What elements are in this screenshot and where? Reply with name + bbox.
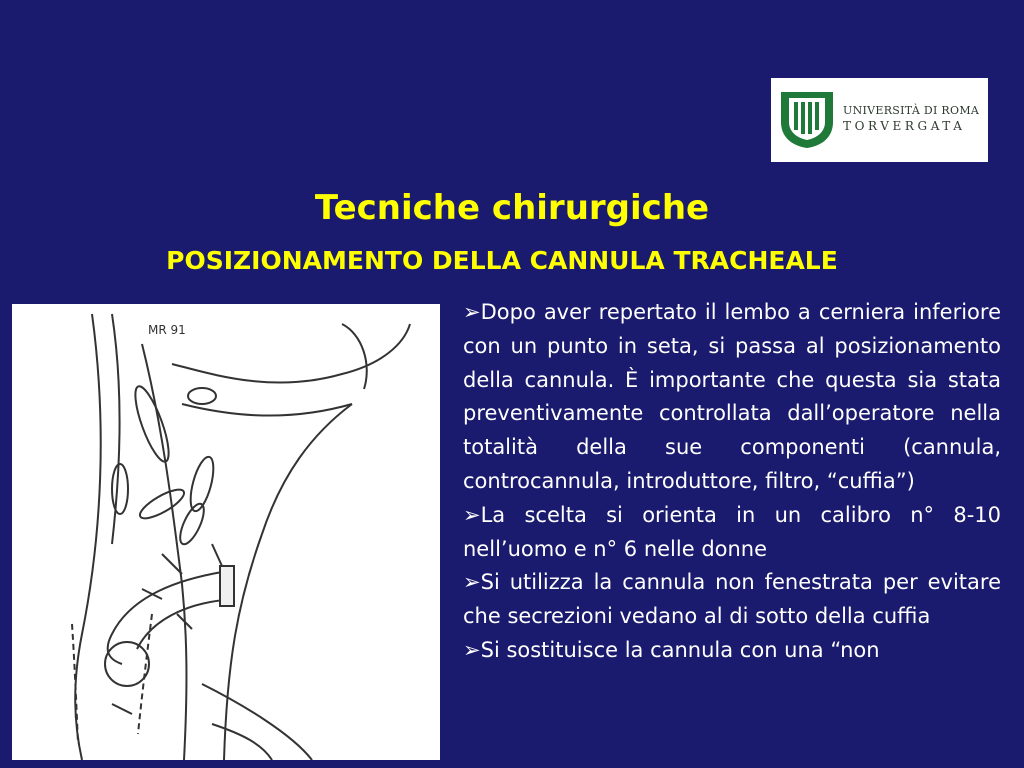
bullet-item <box>463 566 1001 634</box>
bullet-item <box>463 634 1001 668</box>
bullet-list <box>463 296 1001 768</box>
arrowhead-bullet-icon: ➢ <box>463 637 481 662</box>
tracheostomy-illustration <box>12 304 440 760</box>
tracheostomy-drawing-icon <box>12 304 440 760</box>
university-logo <box>771 78 988 162</box>
bullet-text: Dopo aver repertato il lembo a cerniera inferiore con un punto in seta, si passa al posizionamento della cannula. È importante che questa sia stata preventivamente controllata dall’operatore nella totalità della sue componenti (cannula, controcannula, introduttore, filtro, “cuffia”) <box>463 300 1001 493</box>
university-emblem-icon <box>777 88 837 150</box>
logo-campus-name: TORVERGATA <box>843 119 966 133</box>
slide-title: Tecniche chirurgiche <box>314 188 710 228</box>
logo-university-name: UNIVERSITÀ DI ROMA <box>843 104 980 117</box>
slide-subtitle: POSIZIONAMENTO DELLA CANNULA TRACHEALE <box>166 246 838 275</box>
illustration-signature: MR 91 <box>148 323 186 337</box>
arrowhead-bullet-icon: ➢ <box>463 502 481 527</box>
arrowhead-bullet-icon: ➢ <box>463 570 481 595</box>
arrowhead-bullet-icon: ➢ <box>463 300 481 324</box>
bullet-text: Si sostituisce la cannula con una “non <box>480 637 880 662</box>
bullet-item <box>463 499 1001 567</box>
bullet-text: Si utilizza la cannula non fenestrata per evitare che secrezioni vedano al di sotto della cuffia <box>463 570 1001 629</box>
bullet-text: La scelta si orienta in un calibro n° 8-10 nell’uomo e n° 6 nelle donne <box>463 502 1001 561</box>
bullet-item <box>463 296 1001 499</box>
